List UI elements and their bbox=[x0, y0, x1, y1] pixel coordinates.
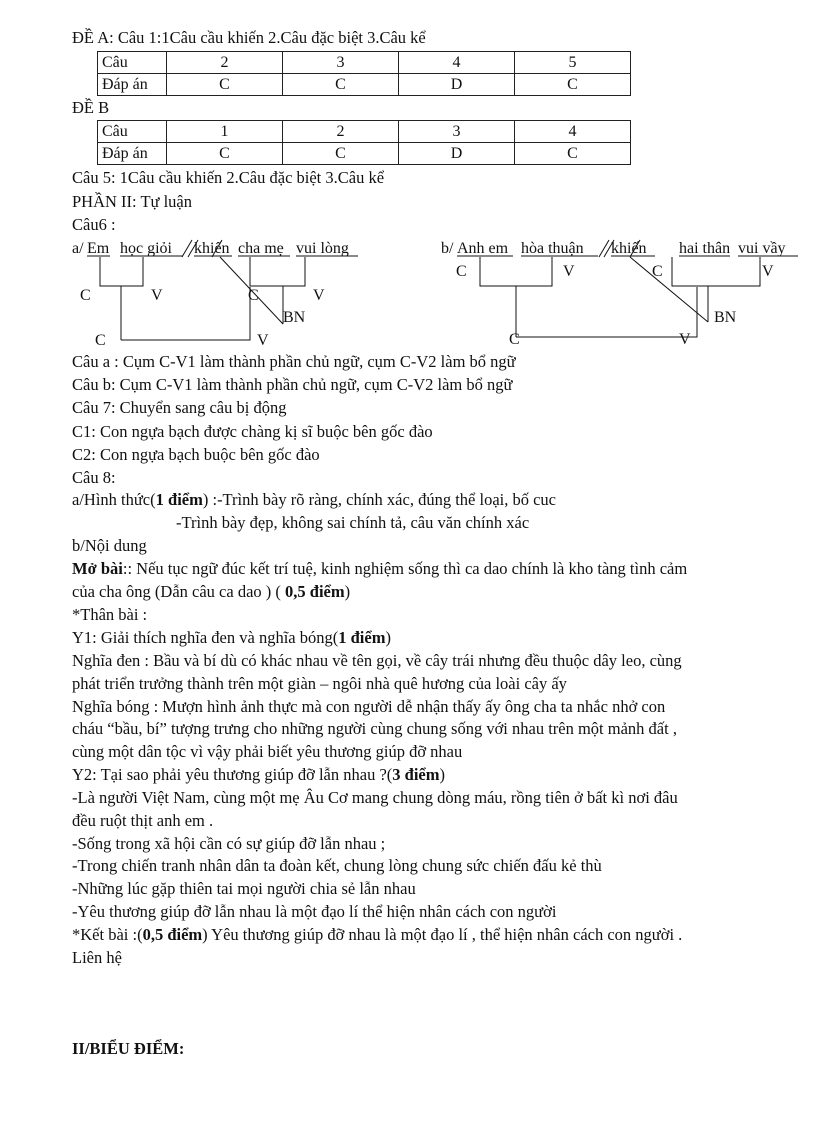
diagram-b-word: Anh em bbox=[457, 240, 509, 257]
table-cell: D bbox=[399, 74, 515, 96]
table-cell: D bbox=[399, 143, 515, 165]
table-cell: C bbox=[167, 74, 283, 96]
answer-line: Nghĩa đen : Bầu và bí dù có khác nhau về tên gọi, về cây trái nhưng đều thuộc dây leo, cùng bbox=[72, 651, 682, 670]
diagram-a-word: Em bbox=[87, 240, 110, 257]
answer-line: -Những lúc gặp thiên tai mọi người chia sẻ lẫn nhau bbox=[72, 879, 416, 898]
diagram-b-prefix: b/ bbox=[441, 240, 454, 257]
diagram-a-label: V bbox=[257, 332, 269, 349]
table-cell: C bbox=[167, 143, 283, 165]
answer-line: Câu 7: Chuyển sang câu bị động bbox=[72, 398, 287, 417]
cau5-text: Câu 5: 1Câu cầu khiến 2.Câu đặc biệt 3.Câu kể bbox=[72, 168, 385, 187]
answer-line: phát triển trưởng thành trên một giàn – ngôi nhà quê hương của loài cây ấy bbox=[72, 674, 567, 693]
table-cell: Đáp án bbox=[98, 74, 167, 96]
score-bold: 0,5 điểm bbox=[142, 925, 203, 944]
table-cell: 4 bbox=[399, 52, 515, 74]
table-cell: C bbox=[283, 74, 399, 96]
answer-line: -Trình bày đẹp, không sai chính tả, câu văn chính xác bbox=[176, 513, 530, 532]
table-cell: C bbox=[515, 143, 631, 165]
text-span: ) Yêu thương giúp đỡ nhau là một đạo lí , thể hiện nhân cách con người . bbox=[202, 925, 683, 944]
table-cell: 3 bbox=[283, 52, 399, 74]
table-cell: C bbox=[515, 74, 631, 96]
answer-line: Liên hệ bbox=[72, 948, 122, 967]
table-cell: 5 bbox=[515, 52, 631, 74]
diagram-b-word: hai thân bbox=[679, 240, 731, 257]
score-bold: 0,5 điểm bbox=[285, 582, 345, 601]
diagram-a-word: khiến bbox=[194, 240, 230, 257]
de-b-heading: ĐỀ B bbox=[72, 98, 110, 117]
table-cell: 1 bbox=[167, 121, 283, 143]
table-cell: 2 bbox=[167, 52, 283, 74]
text-span: ) bbox=[344, 582, 351, 601]
answer-line: cùng một dân tộc vì vậy phải biết yêu thương giúp đỡ nhau bbox=[72, 742, 463, 761]
diagram-b-label: V bbox=[563, 263, 575, 280]
diagram-a-label: BN bbox=[283, 309, 306, 326]
answer-line: cháu “bầu, bí” tượng trưng cho những người cùng chung sống với nhau trên một mảnh đất , bbox=[72, 719, 677, 738]
diagram-b-label: C bbox=[456, 263, 467, 280]
answer-line: -Sống trong xã hội cần có sự giúp đỡ lẫn nhau ; bbox=[72, 834, 386, 853]
section-heading: II/BIỂU ĐIỂM: bbox=[72, 1039, 185, 1058]
answer-line: Câu 8: bbox=[72, 468, 116, 487]
score-bold: 1 điểm bbox=[155, 490, 203, 509]
diagram-a-label: V bbox=[151, 287, 163, 304]
diagram-a-word: cha mẹ bbox=[238, 240, 284, 257]
de-a-heading: ĐỀ A: Câu 1:1Câu cầu khiến 2.Câu đặc biệt 3.Câu kể bbox=[72, 28, 426, 47]
answer-line bbox=[72, 490, 556, 510]
text-span: :: Nếu tục ngữ đúc kết trí tuệ, kinh nghiệm sống thì ca dao chính là kho tàng tình cảm bbox=[122, 559, 688, 578]
diagram-a-label: C bbox=[80, 287, 91, 304]
diagram-a-label: C bbox=[95, 332, 106, 349]
diagram-b-label: V bbox=[679, 331, 691, 348]
diagram-b-label: C bbox=[652, 263, 663, 280]
answer-line: Câu a : Cụm C-V1 làm thành phần chủ ngữ, cụm C-V2 làm bổ ngữ bbox=[72, 352, 516, 371]
answer-line: b/Nội dung bbox=[72, 536, 147, 555]
diagram-b-word: hòa thuận bbox=[521, 240, 584, 257]
text-span: Y1: Giải thích nghĩa đen và nghĩa bóng( bbox=[72, 628, 339, 647]
diagram-b-label: BN bbox=[714, 309, 737, 326]
text-span: của cha ông (Dẫn câu ca dao ) ( bbox=[72, 582, 286, 601]
phan2-heading: PHẦN II: Tự luận bbox=[72, 192, 193, 211]
text-span: ) bbox=[385, 628, 391, 647]
answer-line bbox=[72, 925, 682, 945]
answer-line: đều ruột thịt anh em . bbox=[72, 811, 214, 830]
answer-line bbox=[72, 559, 687, 579]
answer-line: -Là người Việt Nam, cùng một mẹ Âu Cơ mang chung dòng máu, rồng tiên ở bất kì nơi đâu bbox=[72, 788, 678, 807]
diagram-a bbox=[72, 240, 358, 349]
text-span: *Kết bài :( bbox=[72, 925, 143, 944]
sentence-structure-diagrams bbox=[0, 0, 816, 360]
answer-line: C1: Con ngựa bạch được chàng kị sĩ buộc bên gốc đào bbox=[72, 422, 433, 441]
heading-bold: Mở bài bbox=[72, 559, 123, 578]
answer-line: Nghĩa bóng : Mượn hình ảnh thực mà con người dễ nhận thấy ấy ông cha ta nhắc nhở con bbox=[72, 697, 666, 716]
answer-line bbox=[72, 765, 445, 785]
answer-line: Câu b: Cụm C-V1 làm thành phần chủ ngữ, cụm C-V2 làm bổ ngữ bbox=[72, 375, 513, 394]
diagram-b-label: V bbox=[762, 263, 774, 280]
text-span: Y2: Tại sao phải yêu thương giúp đỡ lẫn nhau ?( bbox=[72, 765, 393, 784]
text-span: ) :-Trình bày rõ ràng, chính xác, đúng thể loại, bố cuc bbox=[202, 490, 556, 509]
table-cell: Đáp án bbox=[98, 143, 167, 165]
answer-line: C2: Con ngựa bạch buộc bên gốc đào bbox=[72, 445, 320, 464]
answer-line: -Yêu thương giúp đỡ lẫn nhau là một đạo lí thể hiện nhân cách con người bbox=[72, 902, 557, 921]
table-cell: C bbox=[283, 143, 399, 165]
table-cell: 2 bbox=[283, 121, 399, 143]
answer-line: -Trong chiến tranh nhân dân ta đoàn kết, chung lòng chung sức chiến đấu kẻ thù bbox=[72, 856, 602, 875]
diagram-b bbox=[441, 240, 798, 348]
score-bold: 1 điểm bbox=[338, 628, 386, 647]
table-cell: Câu bbox=[98, 121, 167, 143]
diagram-b-label: C bbox=[509, 331, 520, 348]
answer-line: *Thân bài : bbox=[72, 605, 148, 624]
table-cell: 4 bbox=[515, 121, 631, 143]
diagram-b-word: khiến bbox=[611, 240, 647, 257]
diagram-a-label: V bbox=[313, 287, 325, 304]
answer-line bbox=[72, 628, 391, 648]
answer-line bbox=[72, 582, 350, 602]
diagram-a-label: C bbox=[248, 287, 259, 304]
text-span: a/Hình thức( bbox=[72, 490, 156, 509]
table-cell: 3 bbox=[399, 121, 515, 143]
diagram-b-word: vui vầy bbox=[738, 240, 786, 257]
diagram-a-word: vui lòng bbox=[296, 240, 349, 257]
text-span: ) bbox=[439, 765, 445, 784]
score-bold: 3 điểm bbox=[392, 765, 440, 784]
diagram-a-word: học giỏi bbox=[120, 240, 172, 257]
table-cell: Câu bbox=[98, 52, 167, 74]
cau6-heading: Câu6 : bbox=[72, 215, 116, 234]
diagram-a-prefix: a/ bbox=[72, 240, 84, 257]
